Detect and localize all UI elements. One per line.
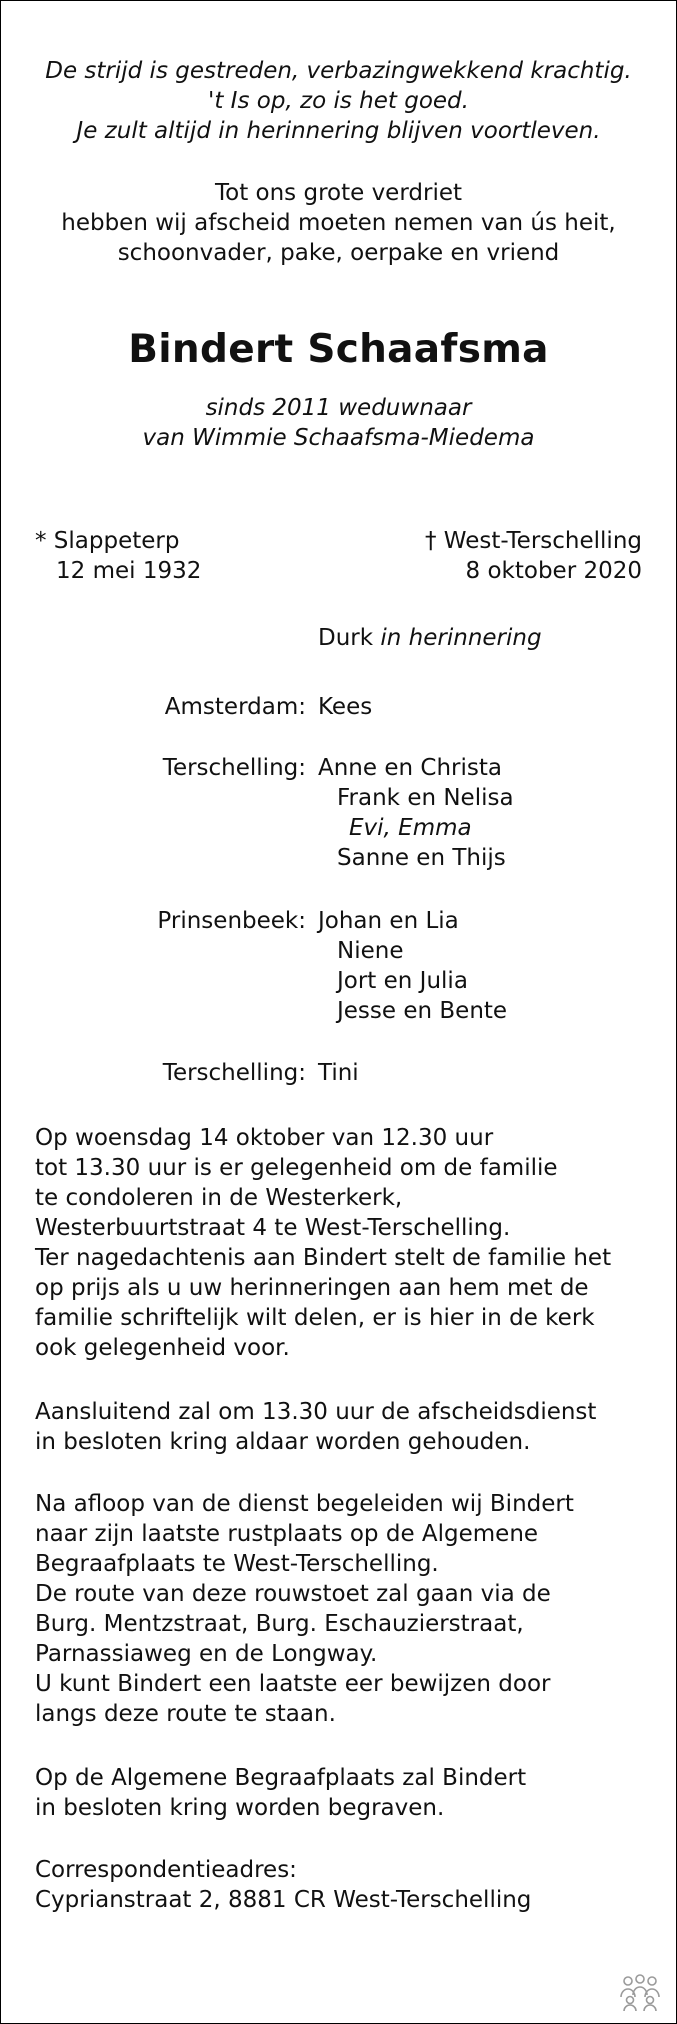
people-group-icon [616, 1973, 664, 2013]
family-names: Jort en Julia [337, 968, 468, 994]
birth-place: * Slappeterp [35, 528, 180, 554]
death-date: 8 oktober 2020 [465, 558, 642, 584]
body-text-line: Na afloop van de dienst begeleiden wij Bindert [35, 1491, 574, 1517]
memory-note: in herinnering [380, 625, 542, 651]
family-names: Sanne en Thijs [337, 845, 506, 871]
body-text-line: U kunt Bindert een laatste eer bewijzen door [35, 1671, 551, 1697]
widower-line: sinds 2011 weduwnaar [205, 395, 472, 421]
family-names: Tini [318, 1060, 359, 1086]
family-names: Anne en Christa [318, 755, 502, 781]
body-text-line: langs deze route te staan. [35, 1701, 336, 1727]
body-text-line: familie schriftelijk wilt delen, er is hier in de kerk [35, 1305, 595, 1331]
body-text-line: naar zijn laatste rustplaats op de Algemene [35, 1521, 539, 1547]
correspondence-address: Cyprianstraat 2, 8881 CR West-Terschelling [35, 1887, 532, 1913]
correspondence-label: Correspondentieadres: [35, 1857, 297, 1883]
memory-name: Durk [318, 625, 374, 651]
family-place: Terschelling: [162, 755, 306, 781]
birth-date: 12 mei 1932 [56, 558, 202, 584]
body-text-line: Westerbuurtstraat 4 te West-Terschelling. [35, 1215, 511, 1241]
body-text-line: Begraafplaats te West-Terschelling. [35, 1551, 439, 1577]
body-text-line: Op woensdag 14 oktober van 12.30 uur [35, 1125, 494, 1151]
poem-line: Je zult altijd in herinnering blijven voortleven. [76, 118, 601, 144]
family-place: Prinsenbeek: [157, 908, 306, 934]
body-text-line: ook gelegenheid voor. [35, 1335, 290, 1361]
body-text-line: Parnassiaweg en de Longway. [35, 1641, 378, 1667]
intro-line: schoonvader, pake, oerpake en vriend [117, 240, 560, 266]
body-text-line: De route van deze rouwstoet zal gaan via de [35, 1581, 551, 1607]
body-text-line: op prijs als u uw herinneringen aan hem met de [35, 1275, 589, 1301]
body-text-line: te condoleren in de Westerkerk, [35, 1185, 403, 1211]
family-names: Johan en Lia [318, 908, 459, 934]
body-text-line: Ter nagedachtenis aan Bindert stelt de familie het [35, 1245, 612, 1271]
family-names: Evi, Emma [349, 815, 472, 841]
poem-line: 't Is op, zo is het goed. [208, 88, 469, 114]
family-names: Jesse en Bente [337, 998, 508, 1024]
body-text-line: Aansluitend zal om 13.30 uur de afscheidsdienst [35, 1399, 597, 1425]
deceased-name: Bindert Schaafsma [128, 327, 549, 372]
family-place: Amsterdam: [164, 694, 306, 720]
body-text-line: Burg. Mentzstraat, Burg. Eschauzierstraat, [35, 1611, 524, 1637]
body-text-line: tot 13.30 uur is er gelegenheid om de familie [35, 1155, 558, 1181]
death-place: † West-Terschelling [425, 528, 642, 554]
family-place: Terschelling: [162, 1060, 306, 1086]
body-text-line: in besloten kring aldaar worden gehouden. [35, 1429, 531, 1455]
intro-line: hebben wij afscheid moeten nemen van ús heit, [61, 210, 616, 236]
intro-line: Tot ons grote verdriet [214, 180, 462, 206]
widower-line: van Wimmie Schaafsma-Miedema [142, 425, 535, 451]
family-names: Frank en Nelisa [337, 785, 514, 811]
poem-line: De strijd is gestreden, verbazingwekkend krachtig. [45, 58, 632, 84]
memory-line [318, 623, 542, 653]
family-names: Niene [337, 938, 404, 964]
family-names: Kees [318, 694, 373, 720]
body-text-line: in besloten kring worden begraven. [35, 1795, 445, 1821]
body-text-line: Op de Algemene Begraafplaats zal Bindert [35, 1765, 527, 1791]
